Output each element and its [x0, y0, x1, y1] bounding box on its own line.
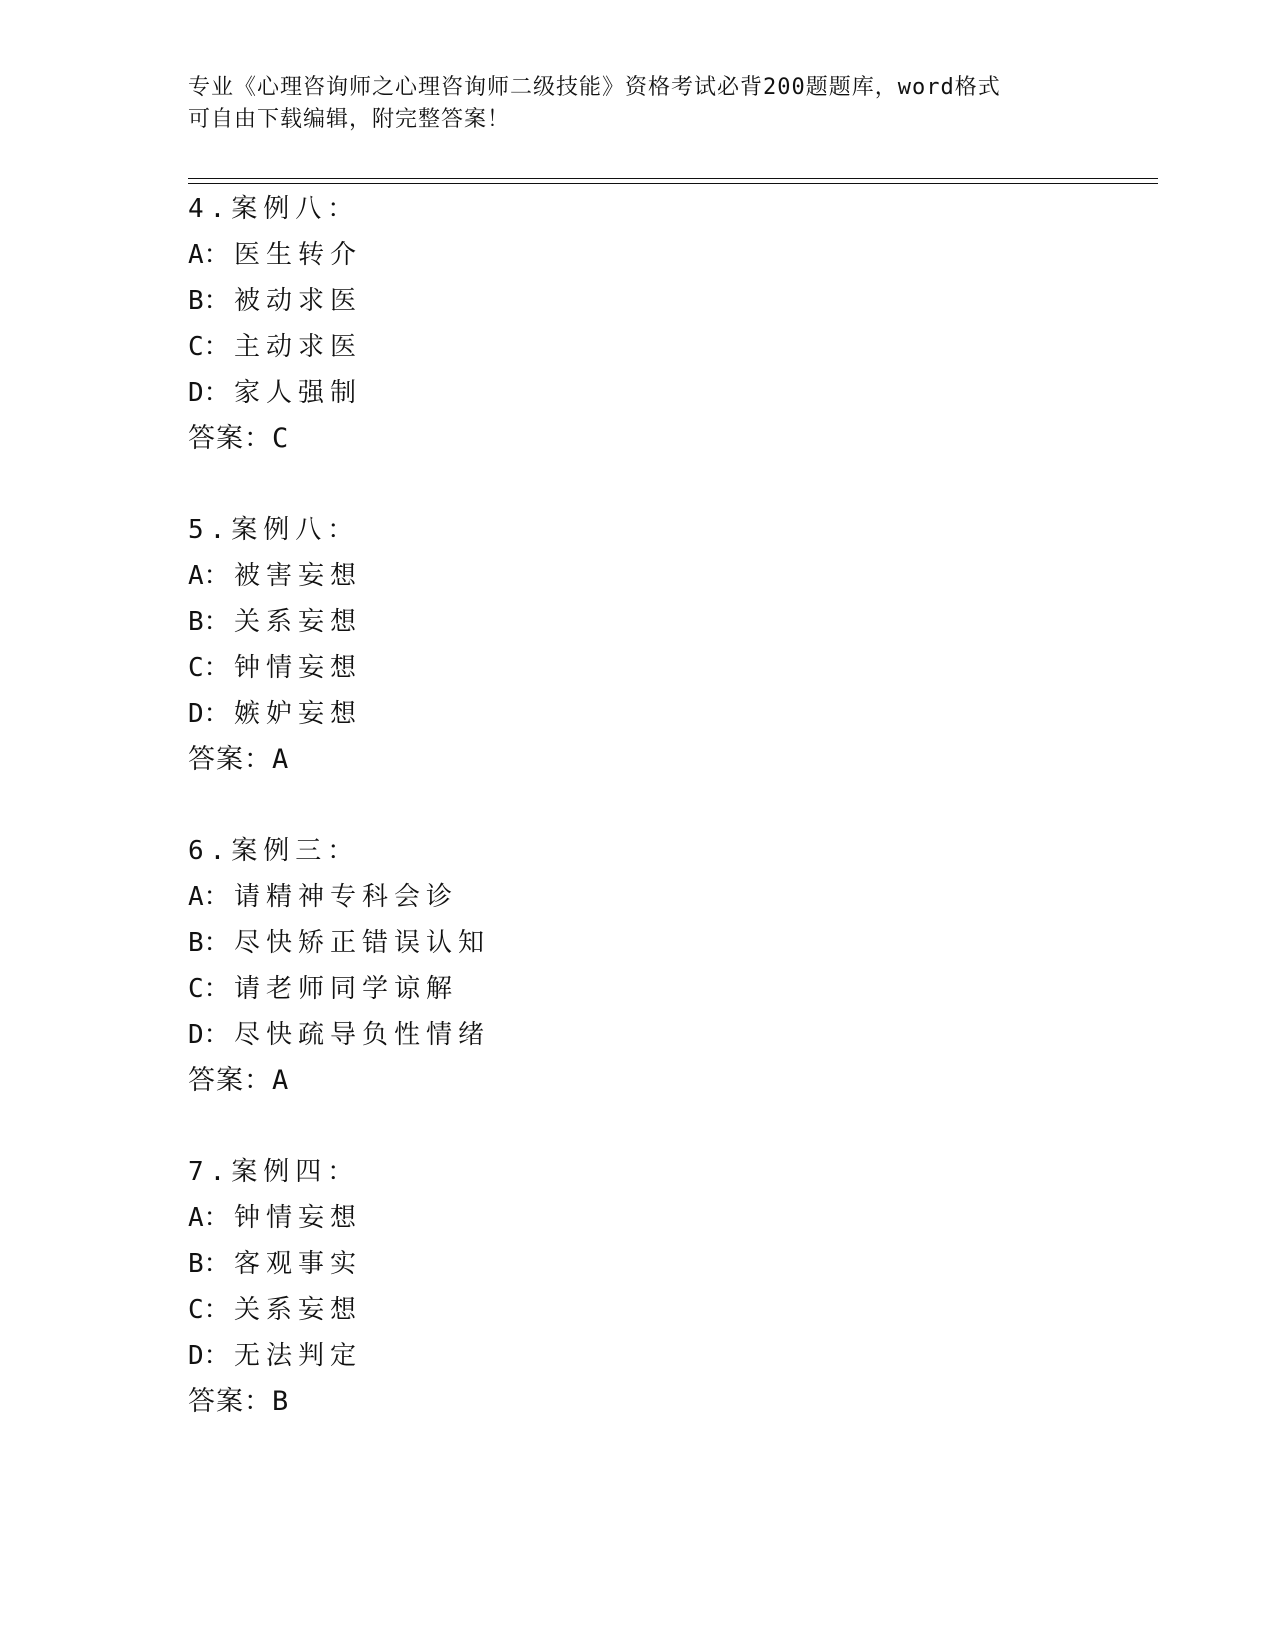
option-label: B：: [188, 1249, 230, 1279]
option-c: [188, 966, 1088, 1012]
header-line-1: 专业《心理咨询师之心理咨询师二级技能》资格考试必背200题题库，word格式: [188, 75, 1001, 100]
option-label: C：: [188, 653, 230, 683]
option-label: A：: [188, 240, 230, 270]
option-text: 嫉妒妄想: [234, 699, 363, 729]
option-label: A：: [188, 882, 230, 912]
option-label: C：: [188, 974, 230, 1004]
question-stem: 7.案例四：: [188, 1157, 360, 1187]
header-divider-bottom: [188, 183, 1158, 184]
answer-label: 答案：: [188, 744, 272, 775]
option-text: 请老师同学谅解: [234, 974, 459, 1004]
question-6: [188, 828, 1088, 1104]
option-text: 被动求医: [234, 286, 363, 316]
option-label: A：: [188, 1203, 230, 1233]
answer-value: B: [272, 1386, 289, 1417]
option-a: [188, 1195, 1088, 1241]
option-label: C：: [188, 332, 230, 362]
option-d: [188, 370, 1088, 416]
header-line-2: 可自由下载编辑，附完整答案！: [188, 107, 511, 132]
answer-value: C: [272, 423, 289, 454]
option-label: B：: [188, 928, 230, 958]
answer-label: 答案：: [188, 1065, 272, 1096]
option-label: A：: [188, 561, 230, 591]
question-7: [188, 1149, 1088, 1425]
option-d: [188, 1012, 1088, 1058]
option-text: 尽快矫正错误认知: [234, 928, 491, 958]
question-stem: 5.案例八：: [188, 515, 360, 545]
option-label: C：: [188, 1295, 230, 1325]
option-text: 尽快疏导负性情绪: [234, 1020, 491, 1050]
option-text: 钟情妄想: [234, 653, 363, 683]
answer-line: [188, 416, 1088, 462]
option-c: [188, 645, 1088, 691]
option-text: 关系妄想: [234, 607, 363, 637]
header-divider-top: [188, 178, 1158, 179]
question-stem: 4.案例八：: [188, 194, 360, 224]
question-4: [188, 186, 1088, 462]
option-c: [188, 1287, 1088, 1333]
answer-value: A: [272, 744, 289, 775]
option-text: 被害妄想: [234, 561, 363, 591]
option-label: D：: [188, 378, 230, 408]
answer-value: A: [272, 1065, 289, 1096]
question-stem: 6.案例三：: [188, 836, 360, 866]
question-5: [188, 507, 1088, 783]
option-d: [188, 1333, 1088, 1379]
option-text: 家人强制: [234, 378, 363, 408]
option-text: 钟情妄想: [234, 1203, 363, 1233]
option-c: [188, 324, 1088, 370]
answer-label: 答案：: [188, 423, 272, 454]
option-text: 主动求医: [234, 332, 363, 362]
option-text: 无法判定: [234, 1341, 363, 1371]
option-a: [188, 874, 1088, 920]
option-a: [188, 232, 1088, 278]
option-b: [188, 278, 1088, 324]
option-text: 关系妄想: [234, 1295, 363, 1325]
answer-line: [188, 737, 1088, 783]
option-b: [188, 920, 1088, 966]
option-text: 客观事实: [234, 1249, 363, 1279]
answer-line: [188, 1058, 1088, 1104]
document-header: [188, 72, 1088, 136]
answer-label: 答案：: [188, 1386, 272, 1417]
option-b: [188, 599, 1088, 645]
option-label: D：: [188, 1341, 230, 1371]
option-label: D：: [188, 1020, 230, 1050]
option-label: B：: [188, 607, 230, 637]
option-a: [188, 553, 1088, 599]
option-b: [188, 1241, 1088, 1287]
option-label: D：: [188, 699, 230, 729]
option-d: [188, 691, 1088, 737]
answer-line: [188, 1379, 1088, 1425]
option-label: B：: [188, 286, 230, 316]
option-text: 请精神专科会诊: [234, 882, 459, 912]
option-text: 医生转介: [234, 240, 363, 270]
